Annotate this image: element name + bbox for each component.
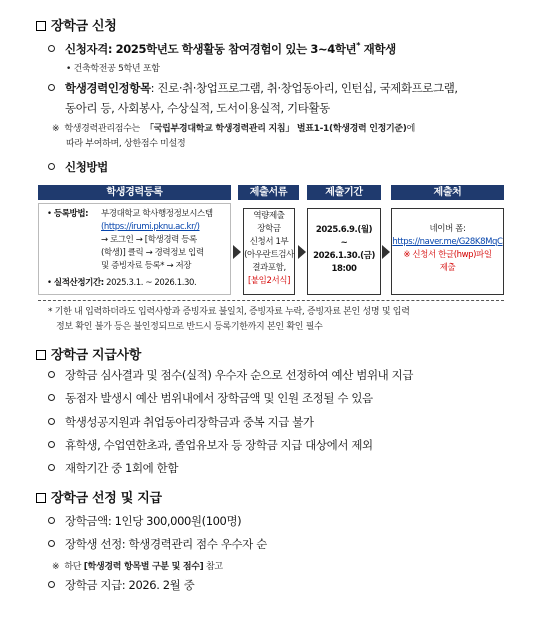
period-end: 2026.1.30.(금) bbox=[313, 251, 375, 261]
checkbox-square-icon bbox=[36, 21, 46, 31]
method-label: 신청방법 bbox=[48, 159, 108, 175]
flow-header-destination: 제출처 bbox=[391, 185, 504, 200]
destination-label: 네이버 폼: bbox=[429, 224, 466, 234]
circle-bullet-icon bbox=[48, 84, 55, 91]
checkbox-square-icon bbox=[36, 493, 46, 503]
circle-bullet-icon bbox=[48, 441, 55, 448]
register-label: • 등록방법: bbox=[47, 209, 89, 219]
arrow-right-icon bbox=[382, 245, 390, 259]
docs-line: 장학금 bbox=[257, 224, 281, 234]
payment-item: 동점자 발생시 예산 범위내에서 장학금액 및 인원 조정될 수 있음 bbox=[48, 390, 373, 406]
items-line-2: 동아리 등, 사회봉사, 수상실적, 도서이용실적, 기타활동 bbox=[65, 101, 330, 115]
register-box bbox=[38, 203, 231, 295]
circle-bullet-icon bbox=[48, 394, 55, 401]
circle-bullet-icon bbox=[48, 540, 55, 547]
docs-line: (아우란트검사 bbox=[244, 250, 294, 260]
circle-bullet-icon bbox=[48, 163, 55, 170]
performance-period: • 실적산정기간: 2025.3.1. ~ 2026.1.30. bbox=[47, 278, 197, 288]
eligibility-line: 신청자격: 2025학년도 학생활동 참여경험이 있는 3~4학년* 재학생 bbox=[48, 41, 396, 57]
flow-note-2: 정보 확인 불가 등은 불인정되므로 반드시 등록기한까지 본인 확인 필수 bbox=[56, 322, 323, 332]
irumi-link[interactable]: (https://irumi.pknu.ac.kr/) bbox=[101, 222, 200, 232]
docs-form-ref: [붙임2서식] bbox=[247, 276, 291, 286]
arrow-right-icon bbox=[233, 245, 241, 259]
circle-bullet-icon bbox=[48, 45, 55, 52]
items-line-1: 학생경력인정항목: 진로·취·창업프로그램, 취·창업동아리, 인턴십, 국제화프로그램, bbox=[48, 80, 458, 96]
circle-bullet-icon bbox=[48, 517, 55, 524]
flow-header-period: 제출기간 bbox=[307, 185, 381, 200]
checkbox-square-icon bbox=[36, 350, 46, 360]
circle-bullet-icon bbox=[48, 581, 55, 588]
flow-header-register: 학생경력등록 bbox=[38, 185, 231, 200]
flow-header-docs: 제출서류 bbox=[238, 185, 299, 200]
destination-note: ※ 신청서 한글(hwp)파일 bbox=[403, 250, 492, 260]
circle-bullet-icon bbox=[48, 371, 55, 378]
register-step-5: 및 증빙자료 등록* → 저장 bbox=[101, 261, 192, 271]
section-title-apply: 장학금 신청 bbox=[36, 15, 117, 34]
selection-note: ※ 하단 [학생경력 항목별 구분 및 점수] 참고 bbox=[52, 562, 223, 572]
payment-item: 휴학생, 수업연한초과, 졸업유보자 등 장학금 지급 대상에서 제외 bbox=[48, 437, 373, 453]
register-steps bbox=[101, 208, 229, 273]
payment-item: 재학기간 중 1회에 한함 bbox=[48, 460, 178, 476]
period-start: 2025.6.9.(월) bbox=[315, 225, 373, 235]
register-step-1: 부경대학교 학사행정정보시스템 bbox=[101, 209, 213, 219]
divider bbox=[38, 300, 504, 301]
docs-line: 신청서 1부 bbox=[249, 237, 289, 247]
period-box bbox=[307, 208, 381, 295]
flow-note-1: * 기한 내 입력하더라도 입력사항과 증빙자료 불일치, 증빙자료 누락, 증빙자료 본인 성명 및 입력 bbox=[48, 307, 410, 317]
period-separator: ~ bbox=[340, 238, 348, 248]
payment-item: 장학금 심사결과 및 점수(실적) 우수자 순으로 선정하여 예산 범위내 지급 bbox=[48, 367, 413, 383]
eligibility-note: • 건축학전공 5학년 포함 bbox=[66, 64, 160, 74]
docs-box bbox=[243, 208, 295, 295]
section-title-selection: 장학금 선정 및 지급 bbox=[36, 487, 162, 506]
circle-bullet-icon bbox=[48, 464, 55, 471]
guideline-line-1: ※ 학생경력관리점수는 「국립부경대학교 학생경력관리 지침」 별표1-1(학생경력 인정기준)에 bbox=[52, 124, 416, 134]
docs-line: 역량제출 bbox=[253, 211, 285, 221]
circle-bullet-icon bbox=[48, 418, 55, 425]
payment-date-line: 장학금 지급: 2026. 2월 중 bbox=[48, 577, 194, 593]
destination-note-2: 제출 bbox=[439, 263, 456, 273]
register-step-3: → 로그인 → [학생경력 등록 bbox=[101, 235, 197, 245]
register-step-4: (학생)] 클릭 → 경력정보 입력 bbox=[101, 248, 204, 258]
period-time: 18:00 bbox=[331, 264, 357, 274]
arrow-right-icon bbox=[298, 245, 306, 259]
section-title-payment: 장학금 지급사항 bbox=[36, 344, 141, 363]
payment-item: 학생성공지원과 취업동아리장학금과 중복 지급 불가 bbox=[48, 414, 314, 430]
selection-line: 장학생 선정: 학생경력관리 점수 우수자 순 bbox=[48, 536, 267, 552]
naver-form-link[interactable]: https://naver.me/G28K8MqC bbox=[392, 237, 503, 247]
amount-line: 장학금액: 1인당 300,000원(100명) bbox=[48, 513, 241, 529]
docs-line: 결과포함, bbox=[252, 263, 286, 273]
destination-box bbox=[391, 208, 504, 295]
guideline-line-2: 따라 부여하며, 상한점수 미설정 bbox=[66, 139, 186, 149]
